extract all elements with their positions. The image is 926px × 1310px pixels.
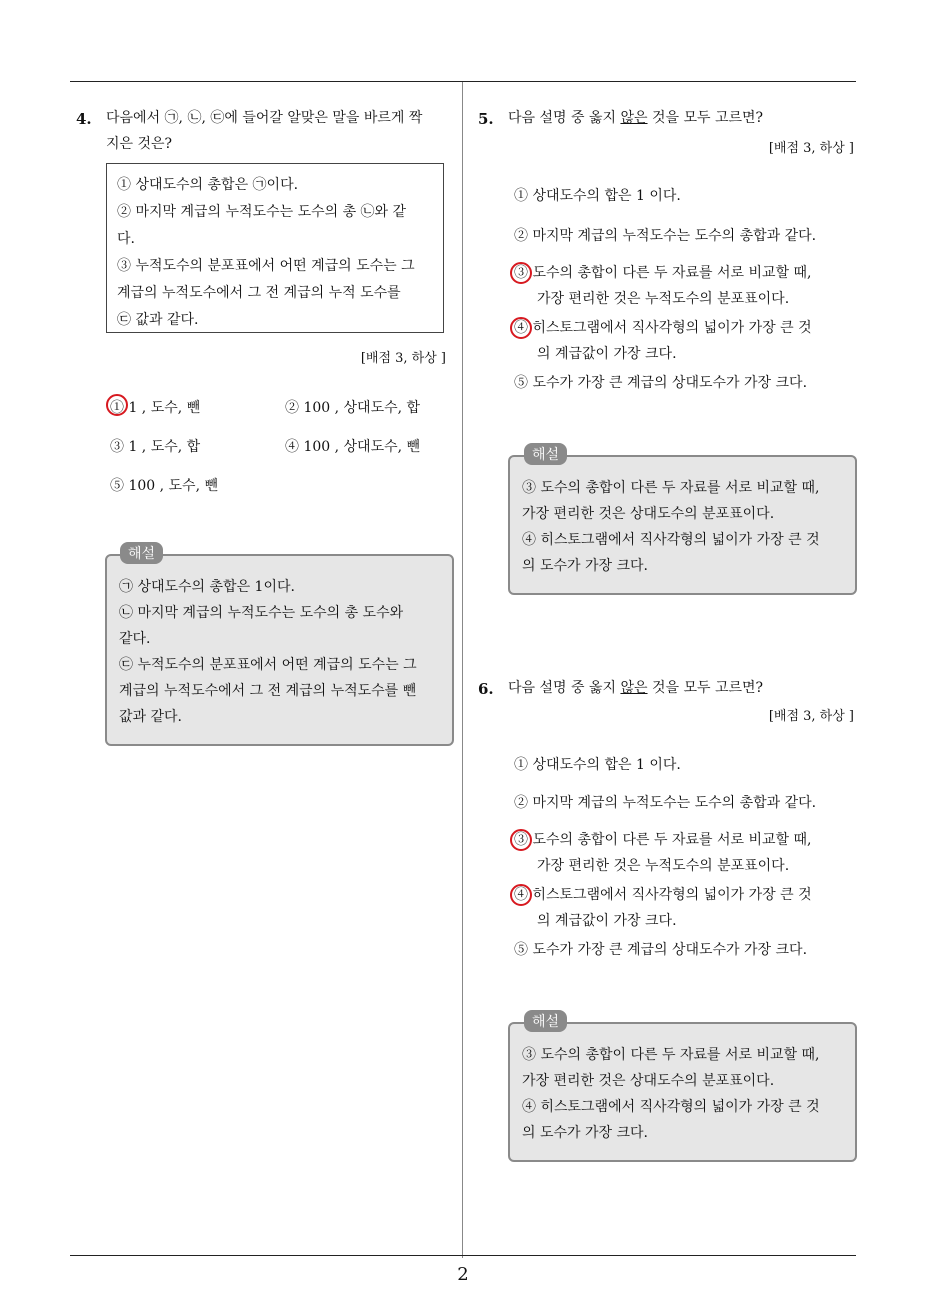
q5-option-4[interactable]: ④ 히스토그램에서 직사각형의 넓이가 가장 큰 것 [514, 320, 812, 336]
q5-option-3[interactable]: ③ 도수의 총합이 다른 두 자료를 서로 비교할 때, [514, 265, 812, 281]
q4-explanation-line: ㉢ 누적도수의 분포표에서 어떤 계급의 도수는 그 [119, 657, 417, 673]
column-divider [462, 82, 463, 1258]
q6-explanation-line: 가장 편리한 것은 상대도수의 분포표이다. [522, 1073, 775, 1089]
q6-explanation-box [508, 1022, 857, 1162]
q5-option-3-cont: 가장 편리한 것은 누적도수의 분포표이다. [537, 291, 790, 307]
q4-meta: [배점 3, 하상 ] [360, 351, 446, 366]
q6-option-4[interactable]: ④ 히스토그램에서 직사각형의 넓이가 가장 큰 것 [514, 887, 812, 903]
q4-explanation-label: 해설 [120, 542, 163, 564]
q6-explanation-line: ③ 도수의 총합이 다른 두 자료를 서로 비교할 때, [522, 1047, 820, 1063]
q4-explanation-line: 같다. [119, 631, 151, 647]
q5-explanation-label: 해설 [524, 443, 567, 465]
q6-text-before: 다음 설명 중 옳지 [508, 680, 621, 696]
bottom-rule [70, 1255, 856, 1256]
q6-option-3-cont: 가장 편리한 것은 누적도수의 분포표이다. [537, 858, 790, 874]
q6-explanation-line: ④ 히스토그램에서 직사각형의 넓이가 가장 큰 것 [522, 1099, 820, 1115]
q5-explanation-line: 의 도수가 가장 크다. [522, 558, 648, 574]
q5-explanation-line: 가장 편리한 것은 상대도수의 분포표이다. [522, 506, 775, 522]
q6-text-after: 것을 모두 고르면? [647, 680, 764, 696]
q5-text [508, 105, 853, 131]
page-number: 2 [457, 1264, 469, 1285]
q5-meta: [배점 3, 하상 ] [768, 141, 854, 156]
q4-explanation-box [105, 554, 454, 746]
q5-option-5[interactable]: ⑤ 도수가 가장 큰 계급의 상대도수가 가장 크다. [514, 375, 808, 391]
q6-option-1[interactable]: ① 상대도수의 합은 1 이다. [514, 757, 681, 773]
q4-condition-line: ② 마지막 계급의 누적도수는 도수의 총 ㉡와 같 [117, 204, 407, 220]
q5-option-4-cont: 의 계급값이 가장 크다. [537, 346, 677, 362]
q5-explanation-line: ④ 히스토그램에서 직사각형의 넓이가 가장 큰 것 [522, 532, 820, 548]
q5-text-before: 다음 설명 중 옳지 [508, 110, 621, 126]
q6-option-3[interactable]: ③ 도수의 총합이 다른 두 자료를 서로 비교할 때, [514, 832, 812, 848]
q6-text [508, 675, 853, 701]
q4-explanation-line: 계급의 누적도수에서 그 전 계급의 누적도수를 뺀 [119, 683, 417, 699]
q5-explanation-line: ③ 도수의 총합이 다른 두 자료를 서로 비교할 때, [522, 480, 820, 496]
q5-number: 5. [478, 110, 494, 128]
q6-text-underlined: 않은 [620, 680, 648, 696]
q5-text-after: 것을 모두 고르면? [647, 110, 764, 126]
q4-option-2[interactable]: ② 100 , 상대도수, 합 [285, 400, 421, 416]
q4-option-5[interactable]: ⑤ 100 , 도수, 뺀 [110, 478, 218, 494]
q6-explanation-line: 의 도수가 가장 크다. [522, 1125, 648, 1141]
q4-explanation-line: ㉡ 마지막 계급의 누적도수는 도수의 총 도수와 [119, 605, 404, 621]
top-rule [70, 81, 856, 82]
q5-text-underlined: 않은 [620, 110, 648, 126]
q5-option-2[interactable]: ② 마지막 계급의 누적도수는 도수의 총합과 같다. [514, 228, 817, 244]
q4-explanation-line: 값과 같다. [119, 709, 182, 725]
q4-text-line1: 다음에서 ㉠, ㉡, ㉢에 들어갈 알맞은 말을 바르게 짝 [106, 110, 423, 126]
q4-condition-line: ㉢ 값과 같다. [117, 312, 199, 328]
q6-meta: [배점 3, 하상 ] [768, 709, 854, 724]
q5-option-1[interactable]: ① 상대도수의 합은 1 이다. [514, 188, 681, 204]
q4-condition-box [106, 163, 444, 333]
q4-number: 4. [76, 110, 92, 128]
q6-option-4-cont: 의 계급값이 가장 크다. [537, 913, 677, 929]
q4-condition-line: 다. [117, 231, 135, 247]
q4-text [106, 105, 456, 157]
q4-option-4[interactable]: ④ 100 , 상대도수, 뺀 [285, 439, 421, 455]
q4-condition-line: ③ 누적도수의 분포표에서 어떤 계급의 도수는 그 [117, 258, 415, 274]
q6-option-5[interactable]: ⑤ 도수가 가장 큰 계급의 상대도수가 가장 크다. [514, 942, 808, 958]
q6-explanation-label: 해설 [524, 1010, 567, 1032]
q4-condition-line: 계급의 누적도수에서 그 전 계급의 누적 도수를 [117, 285, 401, 301]
q4-option-3[interactable]: ③ 1 , 도수, 합 [110, 439, 201, 455]
q6-option-2[interactable]: ② 마지막 계급의 누적도수는 도수의 총합과 같다. [514, 795, 817, 811]
q4-explanation-line: ㉠ 상대도수의 총합은 1이다. [119, 579, 295, 595]
q4-condition-line: ① 상대도수의 총합은 ㉠이다. [117, 177, 299, 193]
q5-explanation-box [508, 455, 857, 595]
q4-text-line2: 지은 것은? [106, 136, 173, 152]
q4-option-1[interactable]: ① 1 , 도수, 뺀 [110, 400, 201, 416]
q6-number: 6. [478, 680, 494, 698]
